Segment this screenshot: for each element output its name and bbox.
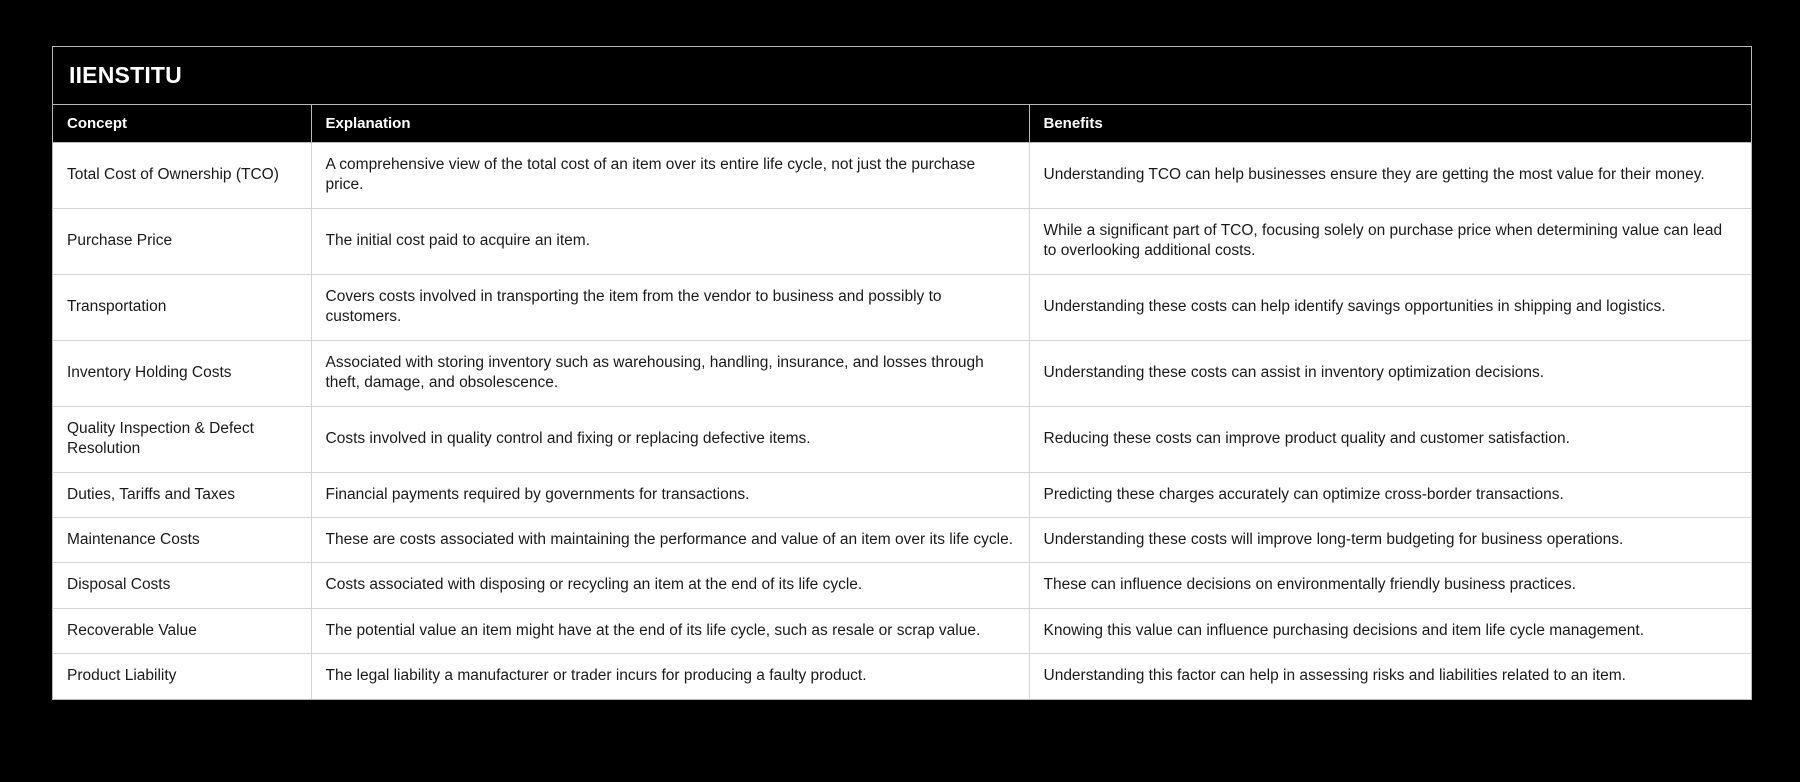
table-row — [53, 517, 1751, 562]
cell-explanation: The initial cost paid to acquire an item. — [311, 208, 1029, 274]
table-row — [53, 472, 1751, 517]
cell-explanation: Costs involved in quality control and fixing or replacing defective items. — [311, 406, 1029, 472]
brand-header — [53, 47, 1751, 105]
table-header — [53, 105, 1751, 143]
cell-explanation: These are costs associated with maintaining the performance and value of an item over its life cycle. — [311, 517, 1029, 562]
column-header-explanation: Explanation — [311, 105, 1029, 143]
cell-explanation: Covers costs involved in transporting the item from the vendor to business and possibly to customers. — [311, 274, 1029, 340]
cell-benefits: These can influence decisions on environmentally friendly business practices. — [1029, 563, 1751, 608]
cell-concept: Transportation — [53, 274, 311, 340]
table-row — [53, 563, 1751, 608]
brand-title: IIENSTITU — [69, 62, 182, 88]
cell-explanation: Costs associated with disposing or recycling an item at the end of its life cycle. — [311, 563, 1029, 608]
cell-concept: Purchase Price — [53, 208, 311, 274]
cell-benefits: Understanding these costs will improve long-term budgeting for business operations. — [1029, 517, 1751, 562]
cell-concept: Total Cost of Ownership (TCO) — [53, 143, 311, 209]
table-row — [53, 406, 1751, 472]
cell-explanation: Financial payments required by governments for transactions. — [311, 472, 1029, 517]
cell-concept: Recoverable Value — [53, 608, 311, 653]
cell-concept: Disposal Costs — [53, 563, 311, 608]
cell-benefits: Knowing this value can influence purchasing decisions and item life cycle management. — [1029, 608, 1751, 653]
table-row — [53, 340, 1751, 406]
table-row — [53, 608, 1751, 653]
cell-concept: Product Liability — [53, 654, 311, 699]
table-row — [53, 143, 1751, 209]
cell-explanation: Associated with storing inventory such as warehousing, handling, insurance, and losses through theft, damage, and obsolescence. — [311, 340, 1029, 406]
column-header-benefits: Benefits — [1029, 105, 1751, 143]
cell-explanation: The legal liability a manufacturer or trader incurs for producing a faulty product. — [311, 654, 1029, 699]
cell-explanation: The potential value an item might have at the end of its life cycle, such as resale or scrap value. — [311, 608, 1029, 653]
cell-benefits: Understanding TCO can help businesses ensure they are getting the most value for their money. — [1029, 143, 1751, 209]
cell-benefits: Understanding these costs can help identify savings opportunities in shipping and logistics. — [1029, 274, 1751, 340]
column-header-concept: Concept — [53, 105, 311, 143]
cell-concept: Maintenance Costs — [53, 517, 311, 562]
table-header-row — [53, 105, 1751, 143]
table-row — [53, 208, 1751, 274]
cell-concept: Duties, Tariffs and Taxes — [53, 472, 311, 517]
table-body — [53, 143, 1751, 699]
tco-table — [53, 105, 1751, 699]
table-row — [53, 654, 1751, 699]
cell-concept: Quality Inspection & Defect Resolution — [53, 406, 311, 472]
table-row — [53, 274, 1751, 340]
cell-benefits: Reducing these costs can improve product quality and customer satisfaction. — [1029, 406, 1751, 472]
cell-benefits: Understanding these costs can assist in inventory optimization decisions. — [1029, 340, 1751, 406]
tco-table-card — [52, 46, 1752, 700]
cell-benefits: While a significant part of TCO, focusing solely on purchase price when determining value can lead to overlooking additional costs. — [1029, 208, 1751, 274]
cell-explanation: A comprehensive view of the total cost of an item over its entire life cycle, not just the purchase price. — [311, 143, 1029, 209]
cell-benefits: Understanding this factor can help in assessing risks and liabilities related to an item. — [1029, 654, 1751, 699]
cell-concept: Inventory Holding Costs — [53, 340, 311, 406]
cell-benefits: Predicting these charges accurately can optimize cross-border transactions. — [1029, 472, 1751, 517]
